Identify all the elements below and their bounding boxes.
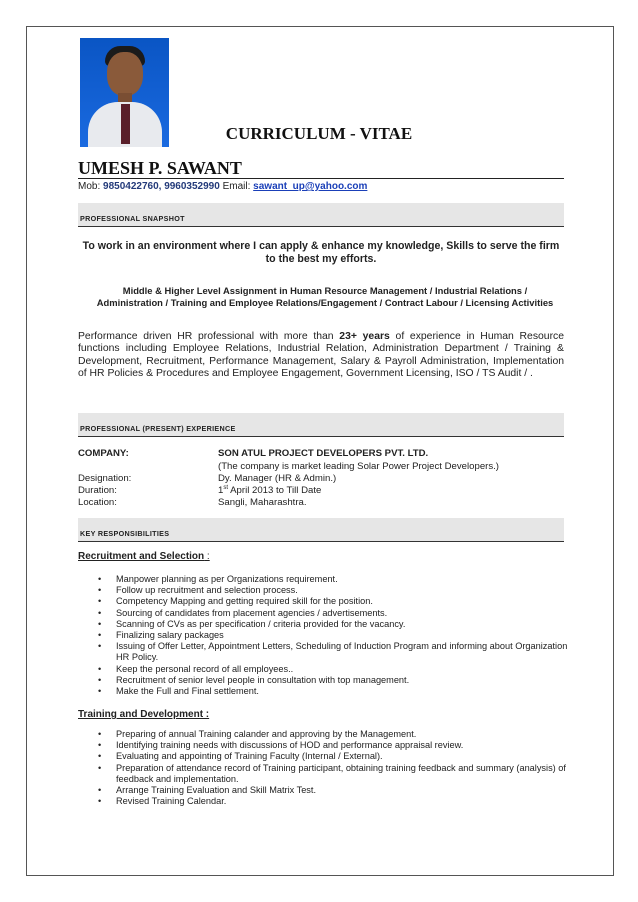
location-label: Location: <box>78 497 117 508</box>
document-title: CURRICULUM - VITAE <box>225 124 413 143</box>
recruitment-list <box>96 574 576 697</box>
summary-years: 23+ years <box>339 331 390 342</box>
list-item: • Scanning of CVs as per specification / criteria provided for the vacancy. <box>96 619 576 630</box>
email-label: Email: <box>222 181 251 192</box>
list-item: • Arrange Training Evaluation and Skill Matrix Test. <box>96 785 576 796</box>
section-professional-snapshot: PROFESSIONAL SNAPSHOT <box>78 203 564 227</box>
training-heading: Training and Development : <box>78 709 210 720</box>
list-item: • Revised Training Calendar. <box>96 796 576 807</box>
list-item: • Recruitment of senior level people in consultation with top management. <box>96 675 576 686</box>
list-item: • Sourcing of candidates from placement agencies / advertisements. <box>96 608 576 619</box>
location-value: Sangli, Maharashtra. <box>218 497 307 508</box>
section-present-experience: PROFESSIONAL (PRESENT) EXPERIENCE <box>78 413 564 437</box>
list-item: • Issuing of Offer Letter, Appointment Letters, Scheduling of Induction Program and informing about Organization HR Policy. <box>96 641 576 663</box>
assignment-text: Middle & Higher Level Assignment in Human Resource Management / Industrial Relations / Administration / Training and Employee Relations/Engagement / Contract Labour / Licensing Activities <box>96 285 554 308</box>
mob-label: Mob: <box>78 181 101 192</box>
location-row <box>78 497 564 509</box>
duration-label: Duration: <box>78 485 117 496</box>
summary-pre: Performance driven HR professional with more than <box>78 331 340 342</box>
company-row <box>78 448 564 460</box>
company-label: COMPANY: <box>78 448 129 459</box>
list-item: • Evaluating and appointing of Training Faculty (Internal / External). <box>96 751 576 762</box>
list-item: • Keep the personal record of all employees.. <box>96 664 576 675</box>
list-item: • Finalizing salary packages <box>96 630 576 641</box>
list-item: • Identifying training needs with discussions of HOD and performance appraisal review. <box>96 740 576 751</box>
company-note: (The company is market leading Solar Power Project Developers.) <box>218 461 500 472</box>
list-item: • Follow up recruitment and selection process. <box>96 585 576 596</box>
designation-row <box>78 473 564 485</box>
duration-value: 1st April 2013 to Till Date <box>218 485 322 497</box>
duration-row <box>78 485 564 497</box>
list-item: • Preparing of annual Training calander and approving by the Management. <box>96 729 576 740</box>
company-name: SON ATUL PROJECT DEVELOPERS PVT. LTD. <box>218 448 429 459</box>
objective-text: To work in an environment where I can apply & enhance my knowledge, Skills to serve the firm to the best my efforts. <box>82 240 560 265</box>
candidate-name: UMESH P. SAWANT <box>78 158 242 178</box>
list-item: • Preparation of attendance record of Training participant, obtaining training feedback and summary (analysis) of feedback and implementation. <box>96 763 576 785</box>
summary-paragraph <box>78 331 564 381</box>
list-item: • Competency Mapping and getting required skill for the position. <box>96 596 576 607</box>
company-note-row <box>78 461 564 473</box>
name-divider <box>78 178 564 179</box>
training-list <box>96 729 576 807</box>
email-link[interactable]: sawant_up@yahoo.com <box>253 181 368 192</box>
designation-value: Dy. Manager (HR & Admin.) <box>218 473 337 484</box>
contact-line <box>78 181 367 192</box>
list-item: • Make the Full and Final settlement. <box>96 686 576 697</box>
phone-numbers: 9850422760, 9960352990 <box>103 181 220 192</box>
list-item: • Manpower planning as per Organizations requirement. <box>96 574 576 585</box>
summary-post: of experience in Human Resource functions including Employee Relations, Industrial Relation, Administration Department / Training & Development, Recruitment, Performance Management, Salary & Payroll Administration, Implementation of HR Policies & Procedures and Employee Engagement, Government Licensing, ISO / TS Audit / . <box>78 331 565 380</box>
section-key-responsibilities: KEY RESPONSIBILITIES <box>78 518 564 542</box>
designation-label: Designation: <box>78 473 132 484</box>
recruitment-heading: Recruitment and Selection : <box>78 551 210 562</box>
